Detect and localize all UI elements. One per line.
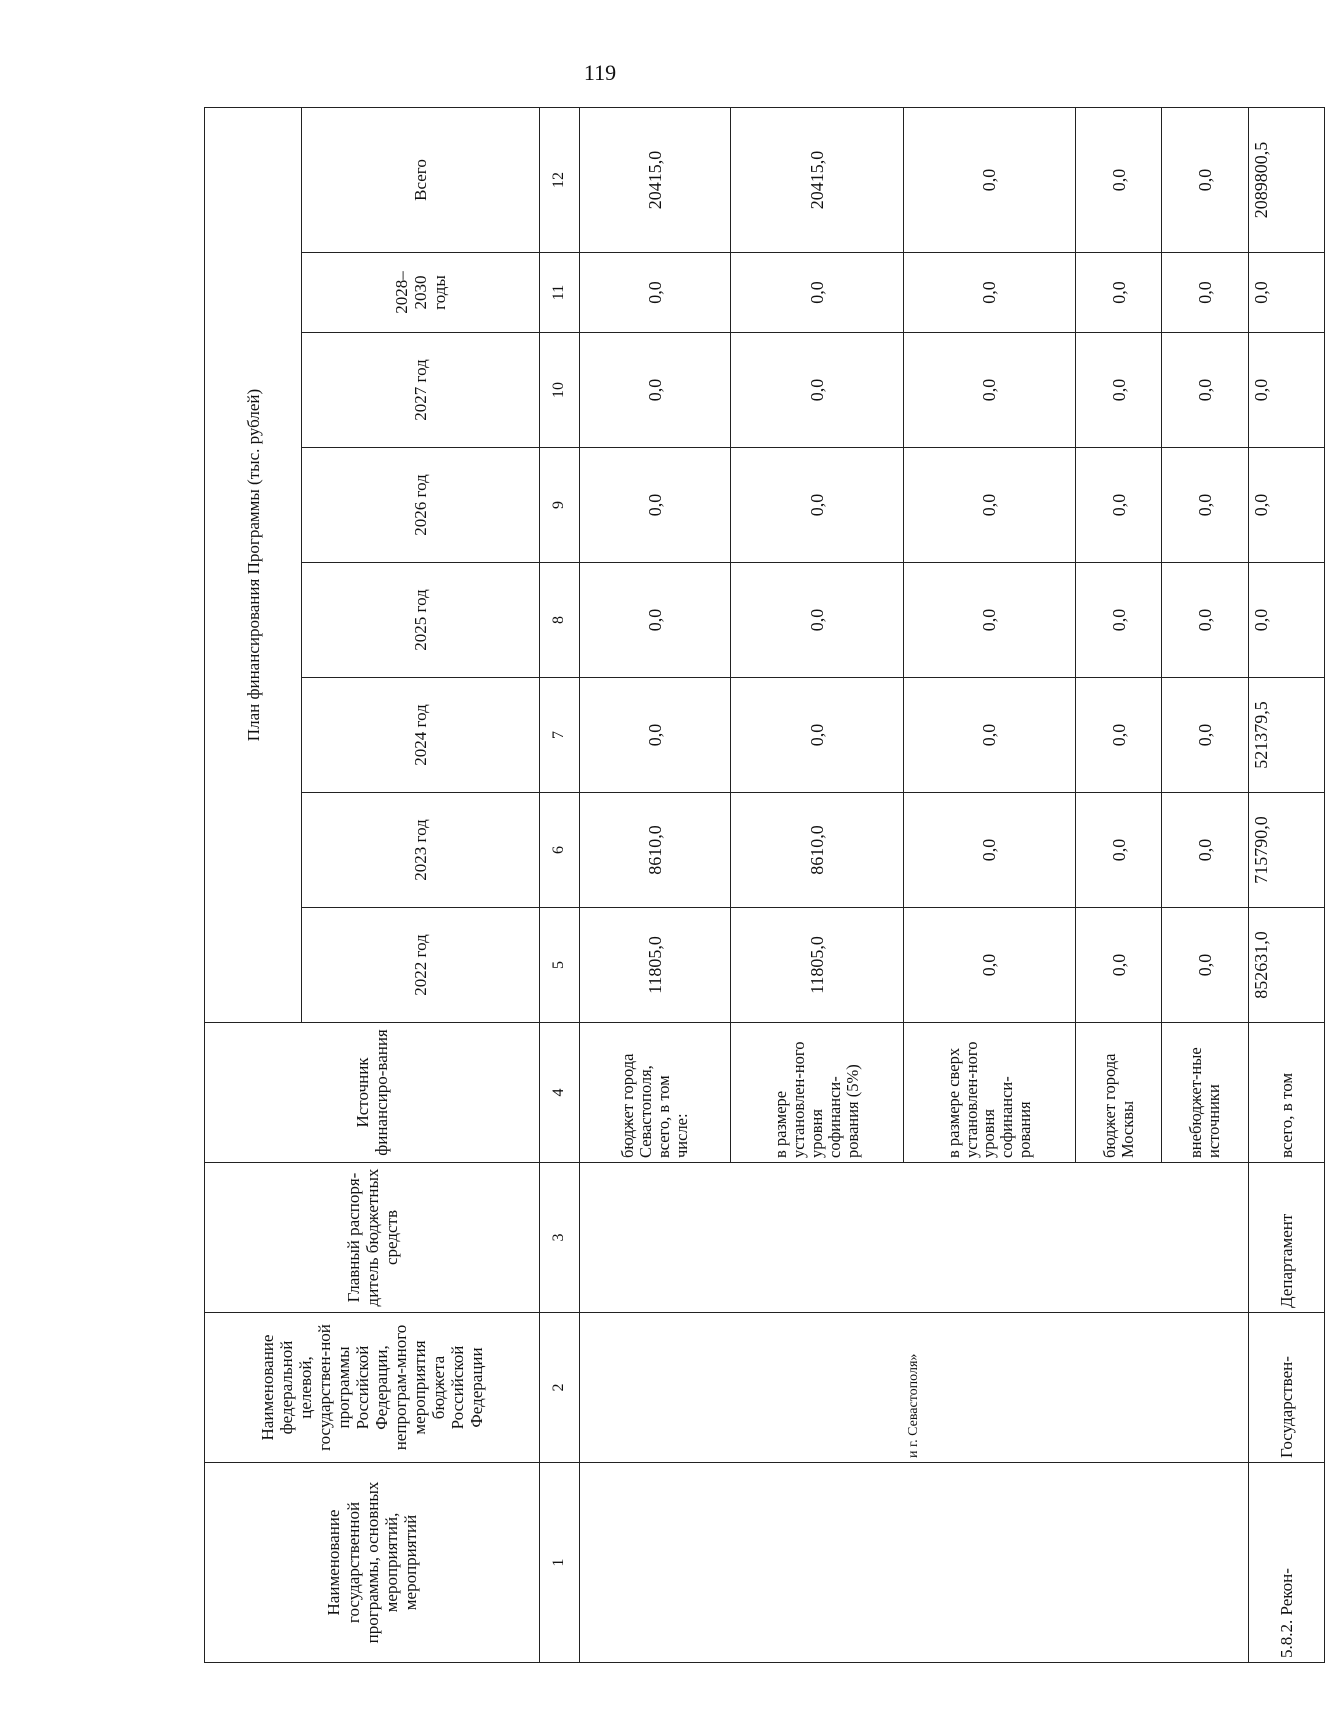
- body-col3: [579, 1163, 1248, 1313]
- value-cell: 0,0: [1162, 793, 1248, 908]
- value-cell: 0,0: [1162, 448, 1248, 563]
- header-total: Всего: [302, 108, 540, 253]
- col-number: 2: [540, 1313, 579, 1463]
- source-cell: бюджет города Севастополя, всего, в том числе:: [579, 1023, 731, 1163]
- value-cell: 0,0: [903, 108, 1075, 253]
- col-number: 6: [540, 793, 579, 908]
- value-cell: 0,0: [731, 333, 903, 448]
- last-row-col2: Государствен-: [1248, 1313, 1324, 1463]
- value-cell: 0,0: [1076, 563, 1162, 678]
- value-cell: 11805,0: [731, 908, 903, 1023]
- value-cell: 0,0: [1162, 908, 1248, 1023]
- header-year: 2024 год: [302, 678, 540, 793]
- value-cell: 0,0: [1162, 253, 1248, 333]
- col-number: 8: [540, 563, 579, 678]
- col-number: 5: [540, 908, 579, 1023]
- col-number: 9: [540, 448, 579, 563]
- last-row-source: всего, в том: [1248, 1023, 1324, 1163]
- header-col4: Источник финансиро-вания: [205, 1023, 540, 1163]
- value-cell: 0,0: [1076, 678, 1162, 793]
- table-row: [579, 108, 731, 1663]
- value-cell: 715790,0: [1248, 793, 1324, 908]
- value-cell: 0,0: [1162, 333, 1248, 448]
- body-col1: [579, 1463, 1248, 1663]
- value-cell: 0,0: [1248, 563, 1324, 678]
- value-cell: 20415,0: [579, 108, 731, 253]
- last-row-col1: 5.8.2. Рекон-: [1248, 1463, 1324, 1663]
- value-cell: 0,0: [579, 253, 731, 333]
- value-cell: 0,0: [903, 908, 1075, 1023]
- body-col2: и г. Севастополя»: [579, 1313, 1248, 1463]
- value-cell: 0,0: [731, 253, 903, 333]
- value-cell: 0,0: [731, 678, 903, 793]
- value-cell: 0,0: [903, 333, 1075, 448]
- header-year: 2023 год: [302, 793, 540, 908]
- value-cell: 0,0: [903, 253, 1075, 333]
- table-row: [1248, 108, 1324, 1663]
- value-cell: 0,0: [1076, 793, 1162, 908]
- source-cell: бюджет города Москвы: [1076, 1023, 1162, 1163]
- value-cell: 0,0: [1248, 253, 1324, 333]
- value-cell: 0,0: [1248, 448, 1324, 563]
- value-cell: 0,0: [1076, 908, 1162, 1023]
- value-cell: 0,0: [731, 448, 903, 563]
- col-number: 4: [540, 1023, 579, 1163]
- value-cell: 0,0: [1076, 253, 1162, 333]
- header-year: 2028–2030 годы: [302, 253, 540, 333]
- col-number: 12: [540, 108, 579, 253]
- value-cell: 8610,0: [731, 793, 903, 908]
- value-cell: 0,0: [1162, 563, 1248, 678]
- financing-table: [204, 107, 1325, 1663]
- value-cell: 521379,5: [1248, 678, 1324, 793]
- value-cell: 0,0: [1076, 333, 1162, 448]
- value-cell: 0,0: [579, 563, 731, 678]
- source-cell: внебюджет-ные источники: [1162, 1023, 1248, 1163]
- last-row-col3: Департамент: [1248, 1163, 1324, 1313]
- value-cell: 0,0: [579, 678, 731, 793]
- value-cell: 2089800,5: [1248, 108, 1324, 253]
- value-cell: 0,0: [1162, 108, 1248, 253]
- rotated-table-frame: [204, 108, 1325, 1663]
- value-cell: 0,0: [579, 448, 731, 563]
- header-col3: Главный распоря-дитель бюджетных средств: [205, 1163, 540, 1313]
- header-year: 2026 год: [302, 448, 540, 563]
- value-cell: 0,0: [1162, 678, 1248, 793]
- col-number: 7: [540, 678, 579, 793]
- value-cell: 852631,0: [1248, 908, 1324, 1023]
- value-cell: 8610,0: [579, 793, 731, 908]
- header-col1: Наименование государственной программы, основных мероприятий, мероприятий: [205, 1463, 540, 1663]
- value-cell: 20415,0: [731, 108, 903, 253]
- header-plan: План финансирования Программы (тыс. рублей): [205, 108, 302, 1023]
- page-number: 119: [583, 60, 617, 85]
- value-cell: 0,0: [903, 448, 1075, 563]
- source-cell: в размере сверх установлен-ного уровня софинанси-рования: [903, 1023, 1075, 1163]
- value-cell: 0,0: [579, 333, 731, 448]
- value-cell: 0,0: [903, 563, 1075, 678]
- col-number: 1: [540, 1463, 579, 1663]
- value-cell: 0,0: [1076, 108, 1162, 253]
- value-cell: 11805,0: [579, 908, 731, 1023]
- value-cell: 0,0: [903, 793, 1075, 908]
- value-cell: 0,0: [903, 678, 1075, 793]
- header-year: 2022 год: [302, 908, 540, 1023]
- value-cell: 0,0: [1076, 448, 1162, 563]
- header-year: 2025 год: [302, 563, 540, 678]
- source-cell: в размере установлен-ного уровня софинанси-рования (5%): [731, 1023, 903, 1163]
- col-number: 3: [540, 1163, 579, 1313]
- col-number: 10: [540, 333, 579, 448]
- value-cell: 0,0: [1248, 333, 1324, 448]
- value-cell: 0,0: [731, 563, 903, 678]
- header-col2: Наименование федеральной целевой, государствен-ной программы Российской Федерации, непрограм-много мероприятия бюджета Российской Федерации: [205, 1313, 540, 1463]
- header-year: 2027 год: [302, 333, 540, 448]
- col-number: 11: [540, 253, 579, 333]
